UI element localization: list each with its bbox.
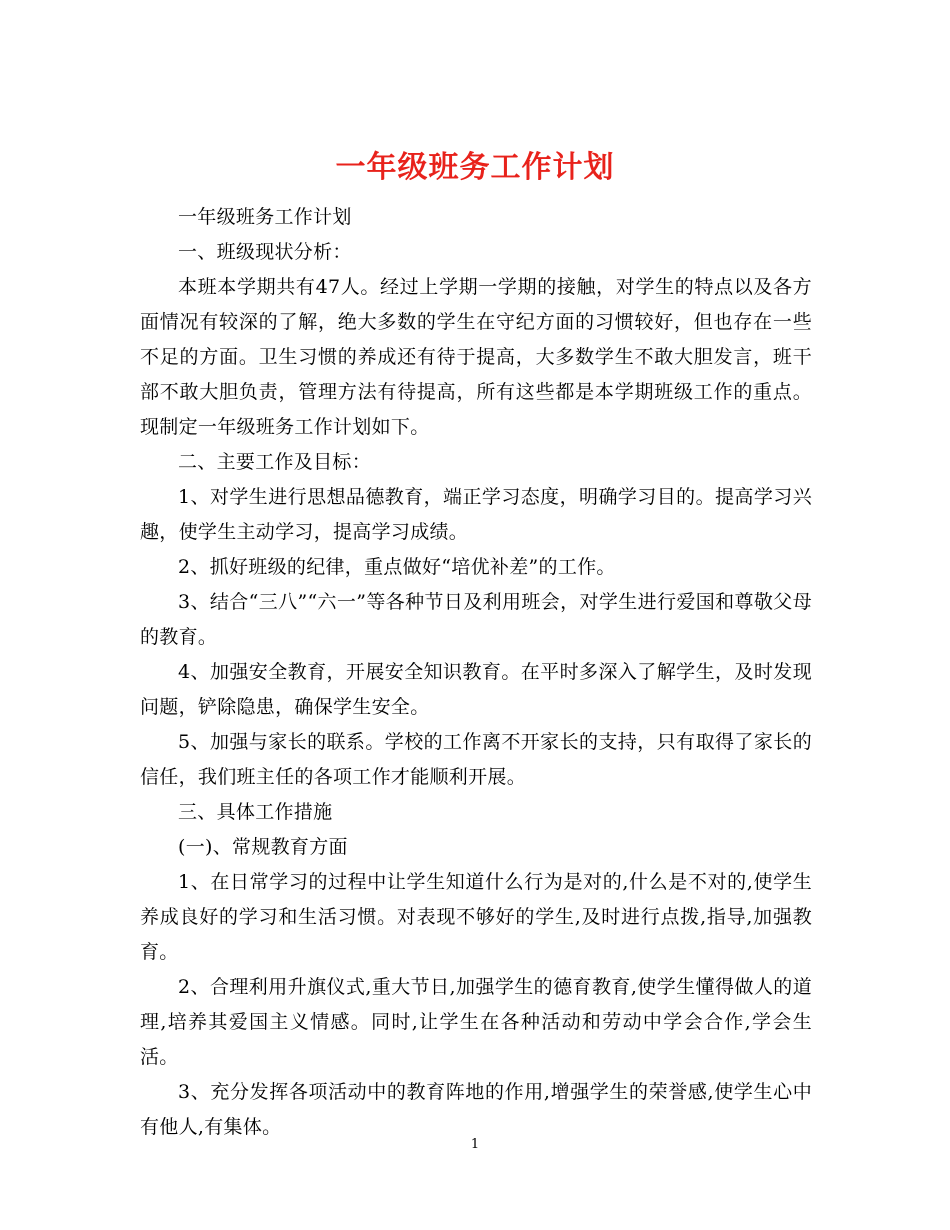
measure-item-3: 3、充分发挥各项活动中的教育阵地的作用,增强学生的荣誉感,使学生心中有他人,有集体。 [140, 1081, 812, 1138]
goal-item-4: 4、加强安全教育，开展安全知识教育。在平时多深入了解学生，及时发现问题，铲除隐患，确保学生安全。 [140, 661, 812, 718]
page-number: 1 [470, 1137, 480, 1152]
goal-item-3: 3、结合“三八”“六一”等各种节日及利用班会，对学生进行爱国和尊敬父母的教育。 [140, 591, 812, 648]
measure-item-1: 1、在日常学习的过程中让学生知道什么行为是对的,什么是不对的,使学生养成良好的学习和生活习惯。对表现不够好的学生,及时进行点拨,指导,加强教育。 [140, 871, 812, 963]
section-heading-goals: 二、主要工作及目标： [178, 451, 372, 473]
section-heading-situation: 一、班级现状分析： [178, 241, 352, 263]
page-title: 一年级班务工作计划 [335, 150, 615, 186]
goal-item-2: 2、抓好班级的纪律，重点做好“培优补差”的工作。 [178, 556, 616, 578]
goal-item-5: 5、加强与家长的联系。学校的工作离不开家长的支持，只有取得了家长的信任，我们班主任的各项工作才能顺利开展。 [140, 731, 812, 788]
paragraph-subtitle: 一年级班务工作计划 [178, 206, 352, 228]
section-heading-measures: 三、具体工作措施 [178, 801, 333, 823]
document-body [140, 200, 812, 1145]
paragraph-situation: 本班本学期共有47人。经过上学期一学期的接触，对学生的特点以及各方面情况有较深的了解，绝大多数的学生在守纪方面的习惯较好，但也存在一些不足的方面。卫生习惯的养成还有待于提高，大多数学生不敢大胆发言，班干部不敢大胆负责，管理方法有待提高，所有这些都是本学期班级工作的重点。现制定一年级班务工作计划如下。 [140, 276, 812, 438]
goal-item-1: 1、对学生进行思想品德教育，端正学习态度，明确学习目的。提高学习兴趣，使学生主动学习，提高学习成绩。 [140, 486, 812, 543]
subsection-heading-routine: (一)、常规教育方面 [178, 836, 348, 858]
measure-item-2: 2、合理利用升旗仪式,重大节日,加强学生的德育教育,使学生懂得做人的道理,培养其爱国主义情感。同时,让学生在各种活动和劳动中学会合作,学会生活。 [140, 976, 812, 1068]
